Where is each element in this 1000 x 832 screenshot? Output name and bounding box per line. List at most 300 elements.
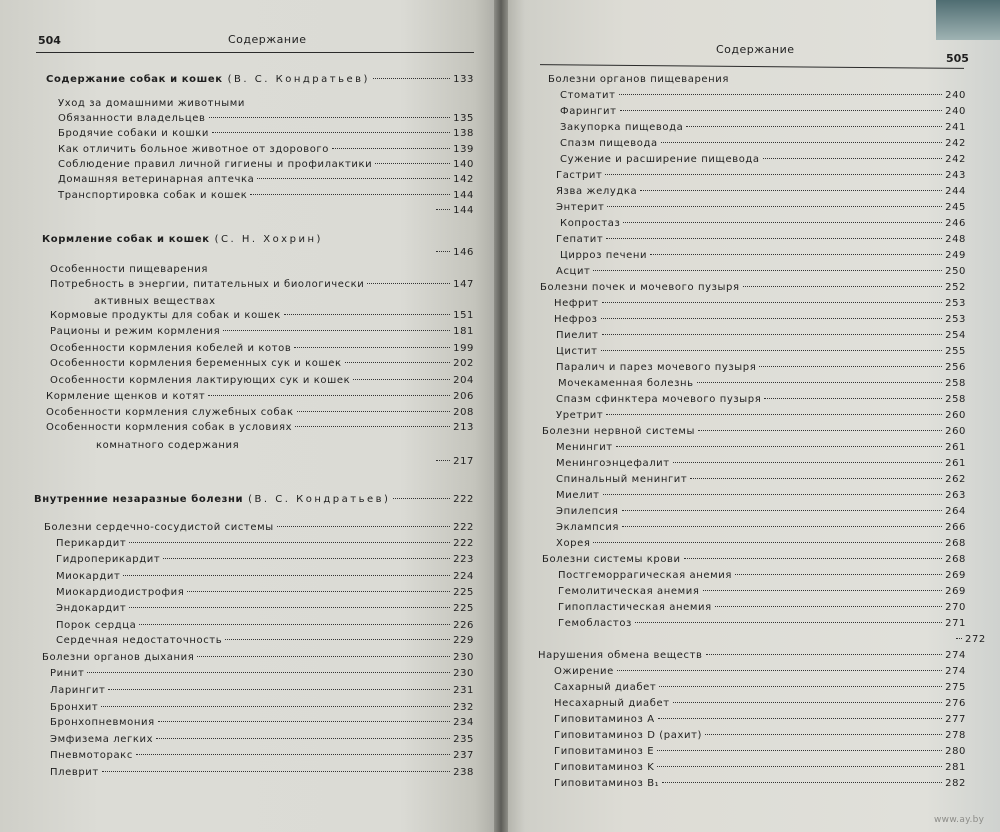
toc-entry [56,554,474,566]
toc-entry-title: Гемолитическая анемия [558,586,700,597]
toc-entry-title: Менингоэнцефалит [556,458,670,469]
toc-entry [538,650,966,662]
toc-page-number: 206 [453,391,474,402]
toc-entry-title: Особенности кормления служебных собак [46,407,294,418]
toc-entry-title: Плеврит [50,767,99,778]
toc-entry-title: Фарингит [560,106,617,117]
toc-entry [556,442,966,454]
toc-entry-title: Сужение и расширение пищевода [560,154,760,165]
toc-page-number: 246 [945,218,966,229]
toc-entry [50,310,474,322]
toc-entry [560,90,966,102]
toc-section-heading [46,74,474,86]
toc-dot-leader [607,206,942,207]
toc-entry-title: Уход за домашними животными [58,98,245,109]
toc-dot-leader [284,314,450,315]
toc-entry [542,426,966,438]
toc-entry [50,767,474,779]
toc-entry-title: Болезни почек и мочевого пузыря [540,282,740,293]
toc-page-number: 269 [945,570,966,581]
toc-entry-title: Цистит [556,346,598,357]
toc-entry-title: Гиповитаминоз A [554,714,655,725]
toc-page-number: 213 [453,422,474,433]
toc-dot-leader [367,283,450,284]
toc-entry [46,422,474,434]
toc-entry-title: Ларингит [50,685,106,696]
toc-page-number: 274 [945,650,966,661]
toc-dot-leader [187,591,450,592]
toc-page-number: 253 [945,314,966,325]
toc-entry-title: Кормление щенков и котят [46,391,206,402]
toc-page-number: 234 [453,717,474,728]
toc-entry [58,98,474,110]
toc-page-number: 142 [453,174,474,185]
toc-page-number: 275 [945,682,966,693]
toc-entry [50,358,474,370]
toc-entry [58,174,474,186]
toc-dot-leader [436,209,450,210]
toc-entry [56,603,474,615]
toc-dot-leader [208,395,450,396]
toc-entry [554,730,966,742]
toc-dot-leader [436,460,450,461]
toc-page-number: 252 [945,282,966,293]
toc-page-number: 254 [945,330,966,341]
toc-dot-leader [345,362,450,363]
toc-entry-title: активных веществах [94,296,216,307]
toc-page-number: 138 [453,128,474,139]
toc-dot-leader [715,606,942,607]
book-spine [494,0,508,832]
toc-entry [556,490,966,502]
toc-entry [420,456,474,468]
toc-entry [554,314,966,326]
toc-entry [42,652,474,664]
toc-page-number: 240 [945,106,966,117]
toc-page-number: 235 [453,734,474,745]
toc-entry-title: Нефрит [554,298,599,309]
toc-page-number: 272 [965,634,986,645]
toc-page-number: 281 [945,762,966,773]
toc-entry [58,144,474,156]
toc-dot-leader [703,590,943,591]
toc-entry-title: Цирроз печени [560,250,648,261]
toc-entry-title: Перикардит [56,538,127,549]
toc-entry [548,74,966,86]
toc-entry-title: Гиповитаминоз B₁ [554,778,660,789]
toc-page-number: 230 [453,668,474,679]
toc-dot-leader [212,132,450,133]
toc-entry [56,571,474,583]
toc-page-number: 270 [945,602,966,613]
toc-entry [46,407,474,419]
toc-dot-leader [163,558,450,559]
toc-page-number: 263 [945,490,966,501]
toc-entry [56,587,474,599]
toc-entry [554,666,966,678]
toc-entry [556,170,966,182]
toc-dot-leader [375,163,450,164]
toc-dot-leader [684,558,942,559]
toc-entry [556,522,966,534]
toc-section-heading [42,234,474,246]
toc-page-number: 146 [453,247,474,258]
toc-entry-title: Болезни сердечно-сосудистой системы [44,522,274,533]
toc-dot-leader [650,254,942,255]
toc-entry [542,554,966,566]
toc-entry [46,391,474,403]
toc-page-number: 266 [945,522,966,533]
toc-entry-title: Асцит [556,266,591,277]
toc-page-number: 224 [453,571,474,582]
toc-entry [556,410,966,422]
toc-entry-title: Пиелит [556,330,599,341]
toc-dot-leader [250,194,450,195]
toc-page-number: 144 [453,205,474,216]
toc-entry-title: Как отличить больное животное от здорового [58,144,329,155]
toc-page-number: 202 [453,358,474,369]
toc-entry [556,394,966,406]
toc-page-number: 274 [945,666,966,677]
toc-page-number: 222 [453,538,474,549]
header-rule [540,64,964,69]
toc-entry [58,205,474,217]
toc-dot-leader [743,286,943,287]
toc-dot-leader [297,411,450,412]
toc-entry [558,618,966,630]
toc-page-number: 147 [453,279,474,290]
toc-page-number: 223 [453,554,474,565]
toc-dot-leader [698,430,942,431]
toc-page-number: 268 [945,538,966,549]
toc-entry-title: Бронхопневмония [50,717,155,728]
toc-entry-author: (С. Н. Хохрин) [214,234,323,245]
toc-page-number: 225 [453,603,474,614]
toc-entry [554,714,966,726]
toc-page-number: 244 [945,186,966,197]
toc-entry-title: Уретрит [556,410,604,421]
toc-entry-title: Кормление собак и кошек [42,234,210,245]
toc-dot-leader [223,330,450,331]
toc-dot-leader [353,379,450,380]
toc-dot-leader [619,94,943,95]
toc-dot-leader [603,494,943,495]
toc-dot-leader [690,478,942,479]
toc-entry [560,218,966,230]
toc-dot-leader [87,672,450,673]
toc-dot-leader [209,117,451,118]
toc-dot-leader [759,366,942,367]
toc-entry [556,362,966,374]
toc-dot-leader [658,718,942,719]
toc-entry-author: (В. С. Кондратьев) [248,494,391,505]
toc-entry [58,190,474,202]
toc-page-number: 262 [945,474,966,485]
toc-dot-leader [622,526,942,527]
toc-entry [50,668,474,680]
toc-dot-leader [602,334,943,335]
toc-entry-title: Особенности кормления беременных сук и кошек [50,358,342,369]
toc-entry-title: Транспортировка собак и кошек [58,190,248,201]
toc-entry-title: Эмфизема легких [50,734,154,745]
toc-entry [556,538,966,550]
toc-entry-title: Содержание собак и кошек [46,74,223,85]
toc-entry [50,343,474,355]
toc-entry-title: Мочекаменная болезнь [558,378,694,389]
toc-entry-title: Менингит [556,442,613,453]
toc-page-number: 258 [945,378,966,389]
toc-entry-title: Сахарный диабет [554,682,657,693]
toc-entry-author: (В. С. Кондратьев) [227,74,370,85]
toc-entry [560,106,966,118]
toc-entry [956,634,986,646]
toc-page-number: 208 [453,407,474,418]
toc-entry [556,202,966,214]
toc-entry [56,635,474,647]
toc-entry-title: Гипопластическая анемия [558,602,712,613]
toc-dot-leader [436,251,450,252]
toc-entry-title: Рационы и режим кормления [50,326,221,337]
toc-page-number: 258 [945,394,966,405]
toc-entry-title: Особенности кормления лактирующих сук и кошек [50,375,351,386]
toc-entry [56,538,474,550]
toc-dot-leader [764,398,942,399]
toc-dot-leader [139,624,450,625]
toc-entry-title: Спазм сфинктера мочевого пузыря [556,394,762,405]
toc-page-number: 232 [453,702,474,713]
toc-page-number: 222 [453,494,474,505]
toc-entry [560,138,966,150]
toc-entry [556,330,966,342]
toc-page-number: 278 [945,730,966,741]
toc-page-number: 240 [945,90,966,101]
toc-entry-title: Гепатит [556,234,604,245]
toc-entry [50,375,474,387]
toc-dot-leader [616,446,942,447]
toc-entry-title: Обязанности владельцев [58,113,206,124]
toc-dot-leader [735,574,942,575]
toc-entry-title: Гемобластоз [558,618,632,629]
toc-page-number: 250 [945,266,966,277]
watermark-text: www.ay.by [934,815,985,825]
toc-entry [50,702,474,714]
toc-entry [58,159,474,171]
toc-entry [558,378,966,390]
toc-dot-leader [705,734,942,735]
toc-entry-title: Язва желудка [556,186,638,197]
toc-page-number: 238 [453,767,474,778]
toc-dot-leader [657,766,942,767]
toc-dot-leader [605,174,942,175]
toc-page-number: 139 [453,144,474,155]
toc-dot-leader [257,178,450,179]
toc-entry [556,346,966,358]
toc-entry [58,113,474,125]
toc-page-number: 243 [945,170,966,181]
toc-dot-leader [956,638,962,639]
toc-entry-title: Несахарный диабет [554,698,670,709]
toc-dot-leader [108,689,450,690]
toc-page-number: 151 [453,310,474,321]
toc-entry-title: Гиповитаминоз K [554,762,655,773]
toc-page-number: 225 [453,587,474,598]
toc-page-number: 242 [945,138,966,149]
toc-dot-leader [101,706,450,707]
toc-entry [556,458,966,470]
toc-entry-title: Особенности кормления собак в условиях [46,422,293,433]
toc-page-number: 229 [453,635,474,646]
toc-page-number: 271 [945,618,966,629]
toc-entry [556,186,966,198]
toc-entry-title: Ринит [50,668,85,679]
toc-entry-title: Особенности кормления кобелей и котов [50,343,292,354]
toc-entry-title: Порок сердца [56,620,137,631]
toc-page-number: 277 [945,714,966,725]
toc-dot-leader [197,656,450,657]
toc-entry [50,279,474,291]
toc-entry [556,474,966,486]
toc-page-number: 268 [945,554,966,565]
toc-entry [560,250,966,262]
toc-entry-title: Внутренние незаразные болезни [34,494,244,505]
page-number: 505 [946,52,969,65]
toc-page-number: 144 [453,190,474,201]
toc-entry [58,128,474,140]
toc-page-number: 264 [945,506,966,517]
toc-entry-title: Сердечная недостаточность [56,635,223,646]
toc-entry [50,717,474,729]
toc-page-number: 249 [945,250,966,261]
toc-page-number: 245 [945,202,966,213]
toc-entry-title: Болезни органов дыхания [42,652,195,663]
toc-entry-title: Бродячие собаки и кошки [58,128,209,139]
toc-entry-title: Гиповитаминоз E [554,746,655,757]
toc-entry [554,698,966,710]
toc-entry [50,734,474,746]
toc-entry-title: Хорея [556,538,591,549]
toc-entry [48,247,474,259]
page-number: 504 [38,34,61,47]
toc-dot-leader [136,754,450,755]
toc-entry [556,266,966,278]
toc-entry [540,282,966,294]
toc-dot-leader [606,414,942,415]
toc-entry [560,154,966,166]
toc-entry-title: Стоматит [560,90,616,101]
toc-entry-title: Бронхит [50,702,99,713]
toc-dot-leader [593,542,942,543]
toc-page-number: 237 [453,750,474,761]
toc-dot-leader [295,426,450,427]
toc-page-number: 230 [453,652,474,663]
toc-page-number: 260 [945,426,966,437]
toc-dot-leader [623,222,942,223]
toc-dot-leader [657,750,942,751]
toc-entry-title: Спазм пищевода [560,138,658,149]
toc-page-number: 133 [453,74,474,85]
right-page [500,0,1000,832]
toc-entry [560,122,966,134]
toc-dot-leader [129,542,450,543]
toc-dot-leader [373,78,450,79]
toc-page-number: 276 [945,698,966,709]
toc-dot-leader [601,318,943,319]
toc-entry-title: Эпилепсия [556,506,619,517]
toc-page-number: 280 [945,746,966,757]
toc-entry [554,762,966,774]
toc-entry-title: Гастрит [556,170,603,181]
toc-entry-title: Особенности пищеварения [50,264,208,275]
toc-page-number: 256 [945,362,966,373]
toc-dot-leader [673,702,942,703]
toc-dot-leader [593,270,942,271]
toc-entry-title: Потребность в энергии, питательных и биологически [50,279,365,290]
toc-dot-leader [156,738,450,739]
toc-entry [554,746,966,758]
toc-entry-title: Болезни нервной системы [542,426,696,437]
toc-entry-title: Гидроперикардит [56,554,161,565]
toc-entry [554,298,966,310]
toc-dot-leader [659,686,942,687]
toc-entry-title: Ожирение [554,666,614,677]
toc-page-number: 226 [453,620,474,631]
toc-dot-leader [661,142,942,143]
toc-entry-title: Закупорка пищевода [560,122,684,133]
toc-dot-leader [620,110,943,111]
toc-dot-leader [635,622,942,623]
toc-entry [554,778,966,790]
toc-page-number: 261 [945,458,966,469]
toc-entry-title: Пневмоторакс [50,750,133,761]
toc-entry [50,685,474,697]
toc-dot-leader [102,771,450,772]
toc-entry-title: Паралич и парез мочевого пузыря [556,362,757,373]
toc-entry-title: Спинальный менингит [556,474,688,485]
toc-dot-leader [640,190,942,191]
toc-page-number: 282 [945,778,966,789]
toc-page-number: 204 [453,375,474,386]
toc-entry-title: Домашняя ветеринарная аптечка [58,174,255,185]
toc-entry-title: Копростаз [560,218,621,229]
toc-dot-leader [129,607,450,608]
toc-entry [558,602,966,614]
toc-page-number: 242 [945,154,966,165]
toc-page-number: 261 [945,442,966,453]
toc-dot-leader [393,498,450,499]
toc-dot-leader [697,382,942,383]
toc-page-number: 248 [945,234,966,245]
toc-dot-leader [277,526,450,527]
toc-entry-title: Болезни системы крови [542,554,681,565]
toc-dot-leader [606,238,942,239]
toc-dot-leader [294,347,450,348]
toc-page-number: 199 [453,343,474,354]
header-rule [36,52,474,53]
toc-section-heading [34,494,474,506]
toc-page-number: 140 [453,159,474,170]
toc-page-number: 241 [945,122,966,133]
toc-page-number: 269 [945,586,966,597]
toc-entry-title: Миелит [556,490,600,501]
toc-page-number: 253 [945,298,966,309]
toc-dot-leader [622,510,943,511]
background-edge [936,0,1000,40]
toc-page-number: 231 [453,685,474,696]
toc-entry-title: Соблюдение правил личной гигиены и профилактики [58,159,373,170]
toc-entry-title: Постгеморрагическая анемия [558,570,733,581]
toc-dot-leader [617,670,942,671]
toc-entry [50,750,474,762]
